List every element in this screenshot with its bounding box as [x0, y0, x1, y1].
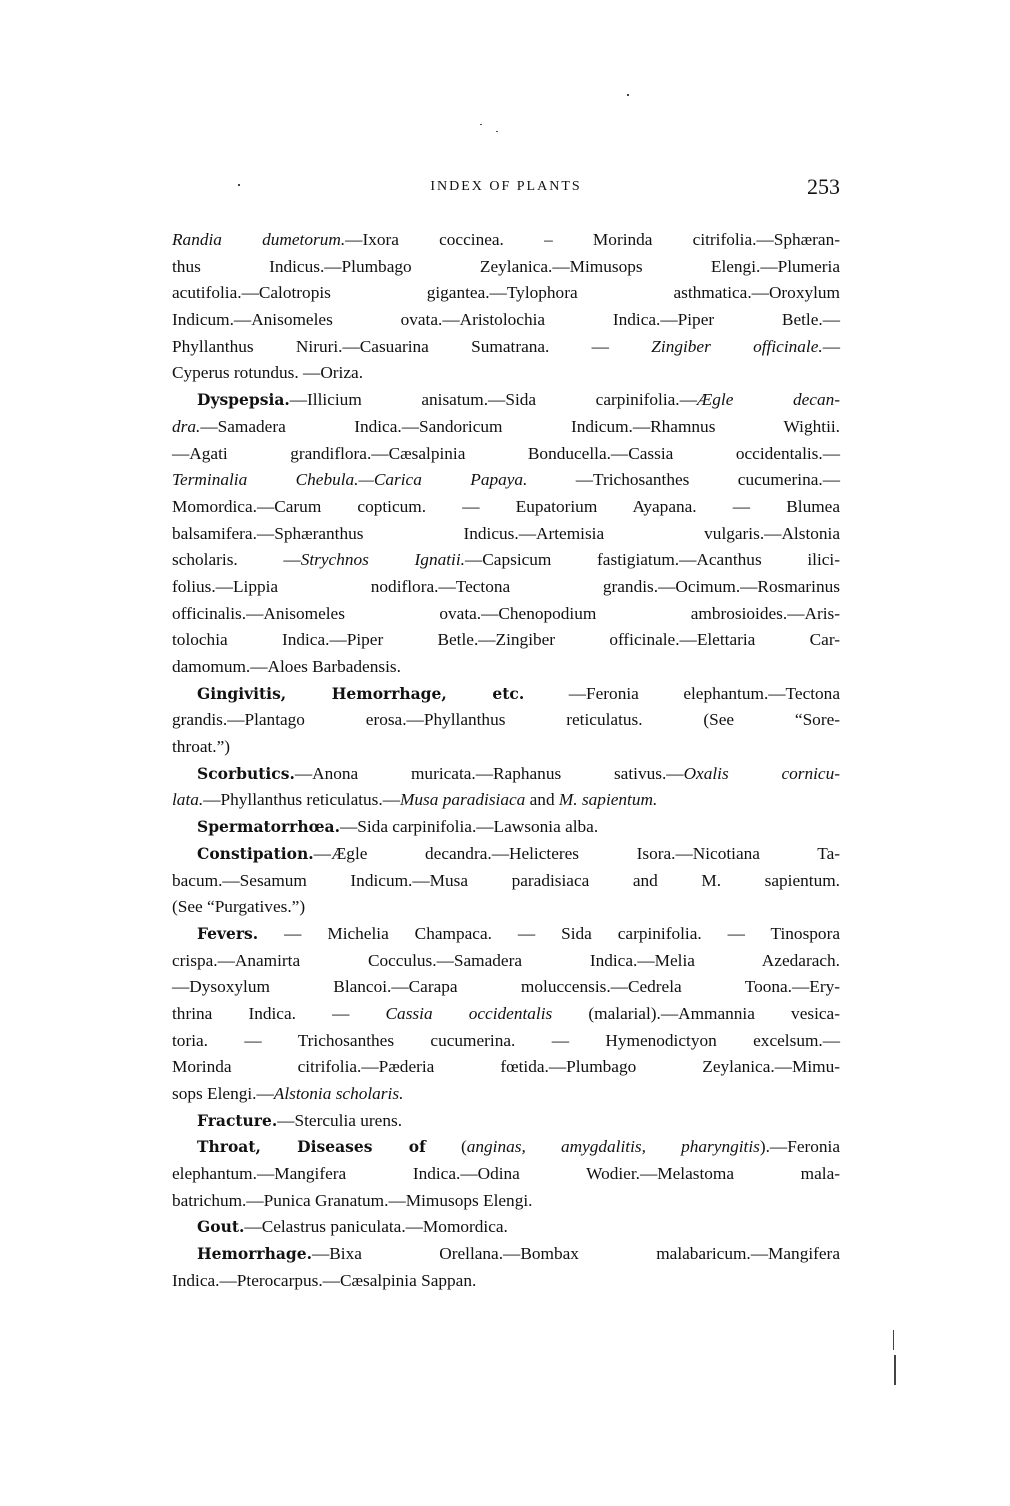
text-line [172, 894, 840, 921]
entry-text: — [822, 336, 840, 356]
entry-text: ).—Feronia [759, 1137, 841, 1157]
entry-text: —Phyllanthus reticulatus.— [203, 790, 401, 810]
entry-text: Cyperus rotundus. —Oriza. [172, 363, 364, 383]
entry-text: tolochia Indica.—Piper Betle.—Zingiber officinale.—Elettaria Car- [172, 630, 840, 650]
text-line [172, 1188, 840, 1215]
entry-text: thrina Indica. — [172, 1003, 386, 1023]
italic-plant-name: Terminalia Chebula.—Carica Papaya. [172, 470, 528, 490]
entry-text: bacum.—Sesamum Indicum.—Musa paradisiaca and M. sapientum. [172, 870, 840, 890]
text-line [172, 360, 840, 387]
italic-plant-name: Ægle decan- [696, 390, 840, 410]
entry-text: —Trichosanthes cucumerina.— [527, 470, 840, 490]
entry-text: —Illicium anisatum.—Sida carpinifolia.— [289, 390, 697, 410]
italic-plant-name: M. sapientum. [558, 790, 658, 810]
italic-plant-name: Alstonia scholaris. [273, 1084, 404, 1103]
text-line [172, 654, 840, 681]
entry-text: toria. — Trichosanthes cucumerina. — Hymenodictyon excelsum.— [172, 1030, 840, 1050]
entry-text: —Ægle decandra.—Helicteres Isora.—Nicotiana Ta- [313, 843, 840, 863]
index-entry [172, 814, 840, 841]
page-number: 253 [807, 174, 840, 199]
entry-text: —Ixora coccinea. – Morinda citrifolia.—Sphæran- [345, 230, 840, 249]
margin-mark [894, 1355, 896, 1385]
entry-text: Indica.—Pterocarpus.—Cæsalpinia Sappan. [172, 1270, 477, 1290]
entry-text: —Samadera Indica.—Sandoricum Indicum.—Rhamnus Wightii. [200, 416, 840, 436]
entry-text: Phyllanthus Niruri.—Casuarina Sumatrana. — [172, 336, 652, 356]
entry-heading: Throat, Diseases of [197, 1137, 426, 1157]
entry-text: Indicum.—Anisomeles ovata.—Aristolochia Indica.—Piper Betle.— [172, 310, 840, 330]
italic-plant-name: anginas, amygdalitis, pharyngitis [466, 1137, 760, 1157]
text-line [172, 1241, 840, 1268]
entry-text: (See “Purgatives.”) [172, 897, 306, 917]
entry-text: ( [425, 1137, 467, 1157]
italic-plant-name: Musa paradisiaca [400, 790, 526, 810]
text-line [172, 467, 840, 494]
text-line [172, 921, 840, 948]
entry-text: sops Elengi.— [172, 1084, 274, 1103]
entry-text: crispa.—Anamirta Cocculus.—Samadera Indica.—Melia Azedarach. [172, 950, 840, 970]
text-line [172, 681, 840, 708]
entry-text: — Michelia Champaca. — Sida carpinifolia. — Tinospora [258, 923, 840, 943]
italic-plant-name: lata. [172, 790, 204, 810]
italic-plant-name: Cassia occidentalis [385, 1003, 553, 1023]
entry-text: —Celastrus paniculata.—Momordica. [244, 1217, 508, 1237]
running-title: INDEX OF PLANTS [430, 179, 582, 194]
text-line [172, 521, 840, 548]
index-entry [172, 1108, 840, 1135]
italic-plant-name: Oxalis cornicu- [683, 763, 840, 783]
text-line [172, 841, 840, 868]
text-line [172, 441, 840, 468]
entry-text: (malarial).—Ammannia vesica- [552, 1003, 840, 1023]
text-line [172, 387, 840, 414]
entry-text: —Capsicum fastigiatum.—Acanthus ilici- [464, 550, 840, 570]
entry-heading: Constipation. [197, 843, 314, 863]
index-entry [172, 921, 840, 1108]
text-line [172, 601, 840, 628]
entry-heading: Gout. [197, 1217, 245, 1237]
index-entry [172, 841, 840, 921]
text-line [172, 1214, 840, 1241]
text-line [172, 414, 840, 441]
margin-mark [893, 1330, 894, 1350]
italic-plant-name: Strychnos Ignatii. [300, 550, 465, 570]
text-line [172, 307, 840, 334]
italic-plant-name: dra. [172, 416, 201, 436]
entry-text: —Dysoxylum Blancoi.—Carapa moluccensis.—Cedrela Toona.—Ery- [172, 977, 840, 997]
page-header [172, 174, 840, 204]
text-line [172, 1028, 840, 1055]
entry-text: damomum.—Aloes Barbadensis. [172, 657, 401, 676]
text-line [172, 494, 840, 521]
index-entry [172, 761, 840, 814]
entry-text: grandis.—Plantago erosa.—Phyllanthus reticulatus. (See “Sore- [172, 710, 840, 730]
entry-text: Morinda citrifolia.—Pæderia fœtida.—Plumbago Zeylanica.—Mimu- [172, 1057, 840, 1077]
text-line [172, 948, 840, 975]
text-line [172, 1108, 840, 1135]
text-line [172, 1001, 840, 1028]
text-line [172, 734, 840, 761]
entry-text: Momordica.—Carum copticum. — Eupatorium Ayapana. — Blumea [172, 496, 840, 516]
text-line [172, 547, 840, 574]
scan-speck [480, 124, 482, 125]
text-line [172, 1054, 840, 1081]
text-line [172, 761, 840, 788]
entry-heading: Gingivitis, Hemorrhage, etc. [197, 683, 525, 703]
text-line [172, 868, 840, 895]
entry-heading: Dyspepsia. [197, 390, 290, 410]
entry-text: —Sida carpinifolia.—Lawsonia alba. [339, 817, 599, 837]
entry-text: —Bixa Orellana.—Bombax malabaricum.—Mangifera [312, 1244, 840, 1264]
entry-text: —Agati grandiflora.—Cæsalpinia Bonducella.—Cassia occidentalis.— [172, 443, 840, 463]
entry-text: balsamifera.—Sphæranthus Indicus.—Artemisia vulgaris.—Alstonia [172, 523, 840, 543]
entry-heading: Scorbutics. [197, 763, 295, 783]
entry-text: —Sterculia urens. [277, 1110, 403, 1130]
entry-text: throat.”) [172, 737, 231, 757]
index-entry [172, 387, 840, 681]
entry-heading: Fracture. [197, 1110, 278, 1130]
index-entry [172, 1241, 840, 1294]
text-line [172, 1161, 840, 1188]
entry-text: batrichum.—Punica Granatum.—Mimusops Elengi. [172, 1190, 533, 1210]
index-entry [172, 681, 840, 761]
text-line [172, 254, 840, 281]
entry-text: officinalis.—Anisomeles ovata.—Chenopodium ambrosioides.—Aris- [172, 603, 840, 623]
text-line [172, 707, 840, 734]
entry-heading: Spermatorrhœa. [197, 817, 340, 837]
index-entry [172, 227, 840, 387]
entry-text: folius.—Lippia nodiflora.—Tectona grandis.—Ocimum.—Rosmarinus [172, 576, 840, 596]
text-line [172, 787, 840, 814]
entry-heading: Fevers. [197, 923, 259, 943]
entry-text: and [525, 790, 559, 810]
index-body [172, 227, 840, 1295]
text-line [172, 574, 840, 601]
italic-plant-name: Zingiber officinale. [651, 336, 823, 356]
scan-speck [627, 94, 629, 96]
entry-text: —Feronia elephantum.—Tectona [524, 683, 840, 703]
entry-text: —Anona muricata.—Raphanus sativus.— [294, 763, 684, 783]
text-line [172, 1134, 840, 1161]
text-line [172, 1081, 840, 1108]
index-entry [172, 1214, 840, 1241]
scan-speck [496, 131, 498, 132]
text-line [172, 280, 840, 307]
entry-heading: Hemorrhage. [197, 1244, 312, 1264]
text-line [172, 974, 840, 1001]
entry-text: scholaris. — [172, 550, 301, 570]
text-line [172, 627, 840, 654]
italic-plant-name: Randia dumetorum. [172, 230, 346, 249]
text-line [172, 1268, 840, 1295]
entry-text: elephantum.—Mangifera Indica.—Odina Wodier.—Melastoma mala- [172, 1164, 840, 1184]
entry-text: acutifolia.—Calotropis gigantea.—Tylophora asthmatica.—Oroxylum [172, 283, 840, 303]
index-entry [172, 1134, 840, 1214]
entry-text: thus Indicus.—Plumbago Zeylanica.—Mimusops Elengi.—Plumeria [172, 256, 840, 276]
text-line [172, 334, 840, 361]
text-line [172, 227, 840, 254]
text-line [172, 814, 840, 841]
